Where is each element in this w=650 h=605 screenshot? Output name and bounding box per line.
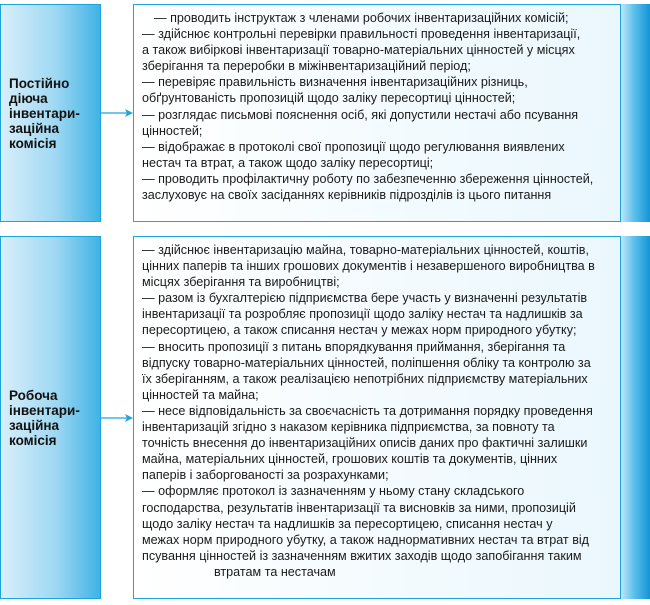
duty-line: — вносить пропозиції з питань впорядкування приймання, зберігання та	[142, 339, 566, 354]
duty-line: заслуховує на своїх засіданнях керівників підрозділів із цього питання	[142, 188, 552, 203]
duty-line: втратам та нестачам	[214, 564, 336, 579]
duty-line: — оформляє протокол із зазначенням у ньому стану складського	[142, 484, 525, 499]
duty-line: пересортицею, а також списання нестач у межах норм природного убутку;	[142, 323, 577, 338]
working-commission-label	[0, 236, 101, 599]
label-line: комісія	[9, 432, 57, 448]
duty-line: а також вибіркові інвентаризації товарно-матеріальних цінностей у місцях	[142, 43, 575, 58]
duty-line: межах норм природного убутку, а також наднормативних нестач та втрат від	[142, 532, 590, 547]
duty-line: — проводить інструктаж з членами робочих інвентаризаційних комісій;	[154, 11, 569, 25]
duty-line: паперів і заборгованості за розрахунками;	[142, 468, 389, 483]
duty-line: — разом із бухгалтерією підприємства бере участь у визначенні результатів	[142, 291, 588, 306]
duty-line: псування цінностей із зазначенням вжитих заходів щодо запобігання таким	[142, 548, 582, 563]
duty-line: майна, матеріальних цінностей, грошових коштів та документів, цінних	[142, 452, 558, 467]
duty-line: зберігання та переробки в міжінвентаризаційний період;	[142, 59, 471, 74]
permanent-commission-block	[0, 0, 650, 226]
permanent-commission-duties	[133, 4, 621, 222]
arrow-right-icon	[101, 107, 133, 119]
duty-line: — розглядає письмові пояснення осіб, які допустили нестачі або псування	[142, 107, 579, 122]
label-line: заційна	[9, 417, 60, 433]
label-line: інвентари-	[9, 105, 80, 121]
duty-line: місцях зберігання та виробництві;	[142, 275, 340, 290]
side-gradient-bar	[621, 4, 650, 222]
side-gradient-bar	[621, 236, 650, 599]
duty-line: їх зберіганням, а також реалізацією непотрібних підприємству матеріальних	[142, 371, 588, 386]
arrow-right-icon	[101, 412, 133, 424]
duty-line: — перевіряє правильність визначення інвентаризаційних різниць,	[142, 75, 528, 90]
label-line: заційна	[9, 120, 60, 136]
label-line: інвентари-	[9, 402, 80, 418]
duty-line: — здійснює контрольні перевірки правильності проведення інвентаризації,	[142, 27, 581, 42]
duty-line: відпуску товарно-матеріальних цінностей, поліпшення обліку та контролю за	[142, 355, 591, 370]
label-line: Постійно	[9, 75, 70, 91]
duty-line: інвентаризації та розробляє пропозиції щодо заліку нестач та надлишків за	[142, 307, 583, 322]
duty-line: — здійснює інвентаризацію майна, товарно-матеріальних цінностей, коштів,	[142, 243, 589, 257]
duty-line: цінностей та майна;	[142, 387, 259, 402]
duty-line: — проводить профілактичну роботу по забезпеченню збереження цінностей,	[142, 171, 594, 186]
duty-line: обґрунтованість пропозицій щодо заліку пересортиці цінностей;	[142, 91, 516, 106]
duty-line: — відображає в протоколі свої пропозиції щодо регулювання виявлених	[142, 139, 565, 154]
duty-line: цінностей;	[142, 123, 203, 138]
duty-line: точність внесення до інвентаризаційних описів даних про фактичні залишки	[142, 436, 588, 451]
duty-line: цінних паперів та інших грошових документів і незавершеного виробництва в	[142, 259, 595, 274]
permanent-commission-label	[0, 4, 101, 222]
duty-line: щодо заліку нестач та надлишків за пересортицею, списання нестач у	[142, 516, 553, 531]
working-commission-duties	[133, 236, 621, 599]
duty-line: господарства, результатів інвентаризації та висновків за ними, пропозицій	[142, 500, 576, 515]
label-line: комісія	[9, 135, 57, 151]
working-commission-block	[0, 232, 650, 605]
label-line: діюча	[9, 90, 48, 106]
duty-line: інвентаризацій згідно з наказом керівника підприємства, за повноту та	[142, 420, 555, 435]
duty-line: нестач та втрат, а також щодо заліку пересортиці;	[142, 155, 434, 170]
duty-line: — несе відповідальність за своєчасність та дотримання порядку проведення	[142, 403, 593, 418]
label-line: Робоча	[9, 387, 58, 403]
